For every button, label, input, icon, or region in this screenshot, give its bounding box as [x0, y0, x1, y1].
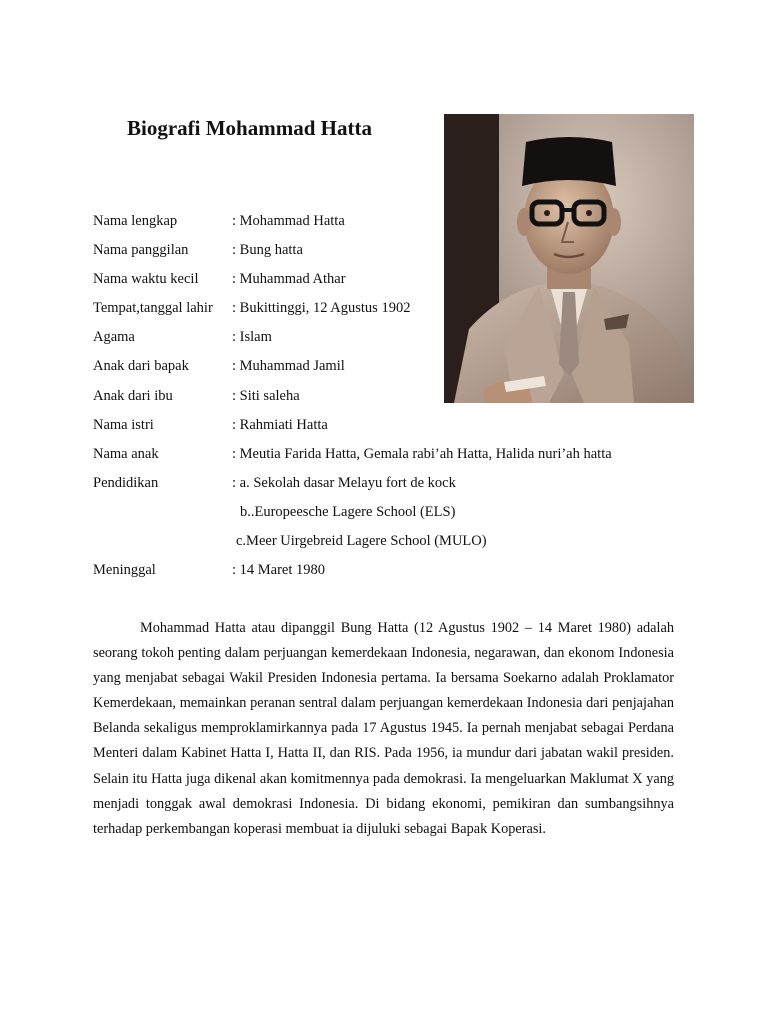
biodata-label: Anak dari ibu: [93, 387, 173, 404]
biodata-value: : Muhammad Athar: [232, 271, 346, 288]
biodata-value: : a. Sekolah dasar Melayu fort de kock: [232, 474, 456, 491]
education-item: [93, 498, 693, 527]
biodata-row-full-name: [93, 207, 693, 236]
biodata-value: : Bukittinggi, 12 Agustus 1902: [232, 300, 411, 317]
biodata-value: : Meutia Farida Hatta, Gemala rabi’ah Hatta, Halida nuri’ah hatta: [232, 445, 612, 462]
biodata-label: Anak dari bapak: [93, 358, 189, 375]
biodata-label: Agama: [93, 329, 135, 346]
biodata-row-religion: [93, 323, 693, 352]
biodata-row-childhood-name: [93, 265, 693, 294]
biodata-value: : 14 Maret 1980: [232, 562, 326, 579]
education-value: c.Meer Uirgebreid Lagere School (MULO): [236, 533, 487, 550]
biodata-row-death: [93, 556, 693, 585]
biodata-value: : Muhammad Jamil: [232, 358, 345, 375]
education-item: [93, 527, 693, 556]
biodata-value: : Mohammad Hatta: [232, 213, 345, 229]
biodata-label: Meninggal: [93, 562, 156, 579]
page-title: Biografi Mohammad Hatta: [127, 116, 372, 140]
biodata-list: [93, 207, 693, 585]
biodata-row-mother: [93, 382, 693, 411]
biodata-label: Nama anak: [93, 445, 159, 462]
biodata-label: Tempat,tanggal lahir: [93, 300, 213, 317]
biodata-label: Nama waktu kecil: [93, 271, 199, 288]
biodata-row-wife: [93, 411, 693, 440]
biodata-value: : Bung hatta: [232, 242, 303, 259]
biodata-value: : Rahmiati Hatta: [232, 416, 328, 433]
biodata-label: Pendidikan: [93, 474, 159, 491]
biodata-label: Nama istri: [93, 416, 154, 433]
biodata-row-father: [93, 352, 693, 381]
biodata-value: : Islam: [232, 329, 272, 346]
biodata-row-children: [93, 440, 693, 469]
biodata-label: Nama panggilan: [93, 242, 189, 259]
biodata-row-education: [93, 469, 693, 498]
biodata-row-birth: [93, 294, 693, 323]
biodata-value: : Siti saleha: [232, 387, 300, 404]
biography-paragraph: Mohammad Hatta atau dipanggil Bung Hatta (12 Agustus 1902 – 14 Maret 1980) adalah seorang tokoh penting dalam perjuangan kemerdekaan Indonesia, negarawan, dan ekonom Indonesia yang menjabat sebagai Wakil Presiden Indonesia pertama. Ia bersama Soekarno adalah Proklamator Kemerdekaan, memainkan peranan sentral dalam perjuangan kemerdekaan Indonesia dari penjajahan Belanda sekaligus memproklamirkannya pada 17 Agustus 1945. Ia pernah menjabat sebagai Perdana Menteri dalam Kabinet Hatta I, Hatta II, dan RIS. Pada 1956, ia mundur dari jabatan wakil presiden. Selain itu Hatta juga dikenal akan komitmennya pada demokrasi. Ia mengeluarkan Maklumat X yang menjadi tonggak awal demokrasi Indonesia. Di bidang ekonomi, pemikiran dan sumbangsihnya terhadap perkembangan koperasi membuat ia dijuluki sebagai Bapak Koperasi.: [93, 620, 674, 837]
education-value: b..Europeesche Lagere School (ELS): [240, 503, 456, 520]
biodata-label: Nama lengkap: [93, 213, 178, 229]
biodata-row-nickname: [93, 236, 693, 265]
